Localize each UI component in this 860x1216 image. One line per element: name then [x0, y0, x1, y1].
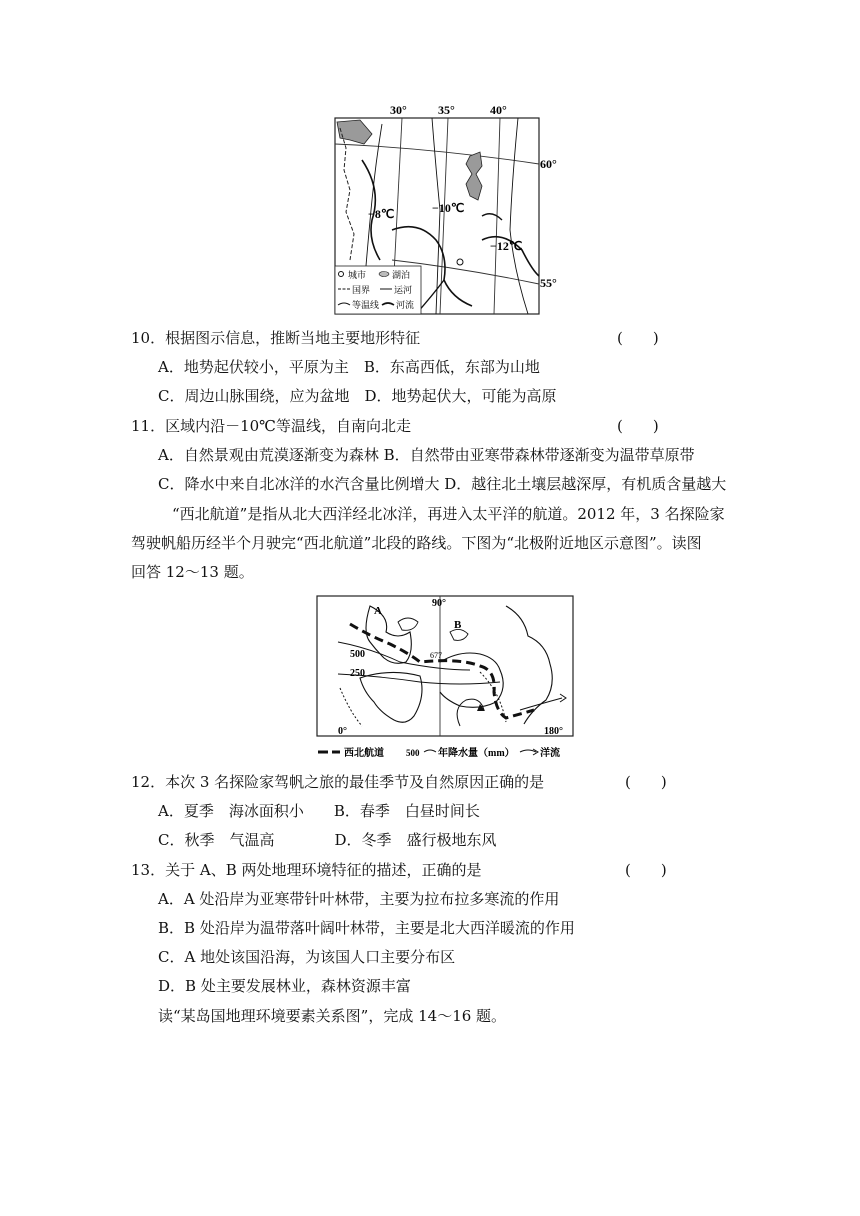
isotherm-label-minus12: −12℃ [490, 239, 523, 253]
legend-lake-icon [379, 272, 389, 277]
q12-answer-paren: ( ) [625, 773, 667, 791]
figure-2-arctic-map [310, 592, 580, 764]
legend-precip-label: 年降水量（mm） [438, 748, 515, 759]
label-B: B [454, 619, 462, 631]
isotherm-label-minus10: −10℃ [432, 201, 465, 215]
legend-river-label: 河流 [396, 300, 415, 310]
q11-options-2: C．降水中来自北冰洋的水汽含量比例增大 D．越往北土壤层越深厚，有机质含量越大 [158, 475, 727, 493]
q12-stem: 12．本次 3 名探险家驾帆之旅的最佳季节及自然原因正确的是 [131, 773, 545, 791]
map-2-frame [317, 596, 573, 736]
legend-isotherm-label: 等温线 [352, 300, 380, 310]
intro-line-3: 回答 12～13 题。 [131, 563, 254, 581]
lon-label-0: 0° [338, 726, 347, 737]
lon-label-90: 90° [432, 598, 446, 609]
city-marker [457, 259, 463, 265]
q10-stem: 10．根据图示信息，推断当地主要地形特征 [131, 329, 421, 347]
isotherm-label-minus8: −8℃ [368, 207, 395, 221]
legend-lake-label: 湖泊 [392, 270, 411, 280]
lon-label-180: 180° [544, 726, 563, 737]
lon-label-35: 35° [438, 103, 455, 117]
q12-options-1: A．夏季 海冰面积小 B．春季 白昼时间长 [158, 802, 480, 820]
legend-precip-value: 500 [406, 748, 420, 758]
q11-stem: 11．区域内沿－10℃等温线，自南向北走 [131, 417, 411, 435]
intro-line-1: “西北航道”是指从北大西洋经北冰洋，再进入太平洋的航道。2012 年，3 名探险家 [172, 505, 725, 523]
q10-answer-paren: ( ) [617, 329, 659, 347]
legend-precip-icon [424, 750, 436, 752]
map-1-svg [332, 100, 562, 316]
lon-label-30: 30° [390, 103, 407, 117]
precip-label-500: 500 [350, 649, 365, 660]
lon-label-40: 40° [490, 103, 507, 117]
q13-option-b: B．B 处沿岸为温带落叶阔叶林带，主要是北大西洋暖流的作用 [158, 919, 575, 937]
lat-label-55: 55° [540, 276, 557, 290]
q11-answer-paren: ( ) [617, 417, 659, 435]
q13-option-a: A．A 处沿岸为亚寒带针叶林带，主要为拉布拉多寒流的作用 [158, 890, 560, 908]
intro-line-2: 驾驶帆船历经半个月驶完“西北航道”北段的路线。下图为“北极附近地区示意图”。读图 [131, 534, 702, 552]
lat-label-60: 60° [540, 157, 557, 171]
q10-options-2: C．周边山脉围绕，应为盆地 D．地势起伏大，可能为高原 [158, 387, 557, 405]
map-2-svg [310, 592, 580, 764]
legend-current-icon [520, 750, 536, 752]
q13-option-c: C．A 地处该国沿海，为该国人口主要分布区 [158, 948, 456, 966]
outro-text: 读“某岛国地理环境要素关系图”，完成 14～16 题。 [158, 1007, 507, 1025]
legend-current-label: 洋流 [540, 748, 560, 759]
q12-options-2: C．秋季 气温高 D．冬季 盛行极地东风 [158, 831, 497, 849]
q13-option-d: D．B 处主要发展林业，森林资源丰富 [158, 977, 411, 995]
precip-label-small: 677 [430, 651, 442, 660]
label-A: A [374, 605, 382, 617]
q13-answer-paren: ( ) [625, 861, 667, 879]
q11-options-1: A．自然景观由荒漠逐渐变为森林 B．自然带由亚寒带森林带逐渐变为温带草原带 [158, 446, 695, 464]
precip-label-250: 250 [350, 668, 365, 679]
q10-options-1: A．地势起伏较小，平原为主 B．东高西低，东部为山地 [158, 358, 540, 376]
legend-city-label: 城市 [348, 270, 367, 280]
legend-border-label: 国界 [352, 285, 371, 295]
legend-route-label: 西北航道 [344, 748, 384, 759]
figure-1-map [332, 100, 562, 316]
legend-canal-label: 运河 [394, 285, 413, 295]
q13-stem: 13．关于 A、B 两处地理环境特征的描述，正确的是 [131, 861, 482, 879]
